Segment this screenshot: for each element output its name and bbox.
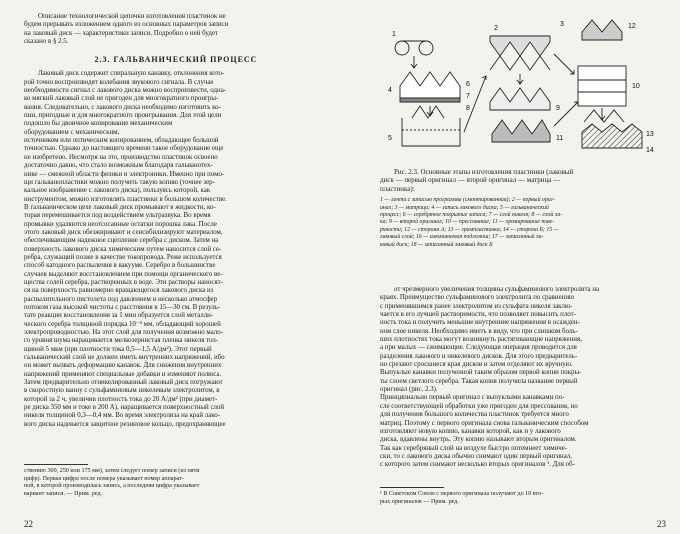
label-9: 9 <box>556 105 560 112</box>
process-figure <box>382 6 672 164</box>
label-8: 8 <box>466 105 470 112</box>
label-11: 11 <box>556 135 564 142</box>
second-original <box>490 88 550 110</box>
page-number-right: 23 <box>657 519 666 529</box>
body-text: Лаковый диск содержит спиральную канавку, отклонения кото- рой точно воспроизводят колебания звукового сигнала. В случае необходимости сигнал с лакового диска можно воспроизвести, одна- ко мягкий лаковый слой не пригоден для многократного проигры- вания. Следовательно, с лакового диска необходимо изготовить ко- пии, пригодные и для многократного проигрывания. Для этой цели подошло бы двоичное копирование механическим оборудованием с механическим, источником или оптическим копированием, обладающее большой точностью. Однако до настоящего времени такое оборудование еще не изобретено. Несмотря на это, производство пластинок освоено достаточно давно, что стало возможным благодаря гальванотех- нике — смежной области физики и электроники. Именно при помо- щи гальванопластики можно получить такую копию (точнее зер- кальное изображение с лакового диска), пользуясь которой, как инструментом, можно изготовлять пластинки в большом количестве. В гальваническом цехе лаковый диск промывают в жидкости, ко- торая перемешивается под воздействием ультразвука. Во время промывки удаляются неотсосанные остатки порошка лака. После этого лаковый диск обезжиривают и сенсибилизируют материалом, обеспечивающим надежное сцепление серебра с диском. Затем на поверхность лакового диска химическим путем наносится слой се- ребра, служащий позже в качестве токопровода. Реже используется способ катодного распыления в вакууме. Серебро в большинстве случаев выделяют восстановлением при помощи органического ве- щества солей серебра, растворенных в воде. Эти растворы наносят- ся на поверхность равномерно вращающегося лакового диска из распылительного пистолета под давлением и несколько атмосфер потоком газа высокой чистоты с расстояния в 15—30 см. В резуль- тате реакции восстановления за 1 мин образуется слой металли- ческого серебра толщиной порядка 10⁻⁴ мм, обладающий хорошей электропроводностью. На этот слой для получения возможно мало- го уровня шума наращивается мелкозернистая пленка никеля тол- щиной 5 мкм (при плотности тока 0,5—1,5 А/дм²). Этот первый гальванический слой не должен иметь внутренних напряжений, ибо он может вызвать деформацию канавок. Для снижения внутренних напряжений применяют специальные добавки и изменяют полюса. Затем предварительно отникелированный лаковый диск погружают в скоростную ванну с сульфаминовым никелевым электролитом, в которой за 2 ч, увеличив плотность тока до 20 А/дм² (при диамет- ре диска 350 мм и токе в 200 А), наращивается поверхностный слой никеля толщиной 0,3—0,4 мм. Во время электролиза на край лако- вого диска надевается защитное резиновое кольцо, предохраняющее <box>24 70 227 428</box>
intro-paragraph: Описание технологической цепочки изготовления пластинок не будем прерывать изложением одного из основных параметров записи на лаковый диск — характеристики записи. Подробно о ней будет сказано в § 2.5. <box>24 13 229 46</box>
tape-reel-right <box>419 41 433 55</box>
label-13: 13 <box>646 131 654 138</box>
tape-reel-left <box>395 41 409 55</box>
record <box>582 124 642 148</box>
label-2: 2 <box>494 25 498 32</box>
label-5: 5 <box>388 135 392 142</box>
label-12: 12 <box>628 23 636 30</box>
label-1: 1 <box>392 31 396 38</box>
first-original <box>490 36 550 56</box>
figure-legend: 1 — лента с записью программы (смонтированная); 2 — первый ориг- инал; 3 — матрица; 4 — запись лакового диска; 5 — гальванический процесс; 6 — серебряное покрытие записи; 7 — слой никеля; 8 — слой ла- ка; 9 — второй оригинал; 10 — прессование; 11 — хромирование пове- рхности; 12 — сторона А; 13 — грампластинка; 14 — сторона Б; 15 — лаковый слой; 16 — алюминиевая подложка; 17 — записанный ла- ковый диск; 18 — записанный лаковый диск Б <box>380 197 563 248</box>
footnote-divider <box>24 464 88 465</box>
label-10: 10 <box>632 83 640 90</box>
label-14: 14 <box>646 147 654 154</box>
right-page <box>342 0 680 534</box>
label-7: 7 <box>466 93 470 100</box>
figure-caption: Рис. 2.3. Основные этапы изготовления пластинки (лаковый диск — первый оригинал — второй оригинал — матрица — пластинка): <box>380 168 574 193</box>
label-6: 6 <box>466 81 470 88</box>
section-title: 2.3. ГАЛЬВАНИЧЕСКИЙ ПРОЦЕСС <box>94 55 258 65</box>
press-block <box>578 66 626 106</box>
footnote-right: ¹ В Советском Союзе с первого оригинала получают до 10 вто- рых оригиналов — Прим. ред. <box>380 491 544 505</box>
footnote-divider-right <box>380 487 444 488</box>
body-text-right: от чрезмерного увеличения толщины сульфаминового электролита на краях. Преимущество сульфаминового электролита по сравнению с применявшимся ранее электролитом из сульфата никеля заклю- чается в его лучшей растворимости, что позволяет повысить плот- ность тока и получить меньшие внутренние напряжения в осажден- ном слое никеля. Необходимо иметь в виду, что при слишком боль- ших плотностях тока могут возникнуть растягивающие напряжения, а при малых — сжимающие. Следующая операция проводится для разделения лакового и никелевого дисков. Для этого предваритель- но срезают сросшиеся края дисков и затем отделяют их вручную. Выпуклые канавки полученной таким образом первой копии покры- ты слоем светлого серебра. Такая копия получила название первый оригинал (рис. 2.3). Принципиально первый оригинал с выпуклыми канавками по- сле соответствующей обработки уже пригоден для прессования, но для получения большого количества пластинок требуется много матриц. Поэтому с первого оригинала снова гальваническим способом изготовляют новую копию, канавки которой, как и у лакового диска, вдавлены внутрь. Эту копию называют вторым оригиналом. Так как серебряный слой на воздухе быстро потемнеет химиче- ски, то с лакового диска обычно снимают один первый оригинал, с которого затем снимают несколько вторых оригиналов ¹. Для об- <box>380 286 600 469</box>
footnote: ствению 300, 250 или 175 мм), затем следует номер записи (из пяти цифр). Первая цифра после номера указывает номер аппарат- ной, в которой производилась запись, а последняя цифра указывает вариант записи. — Прим. ред. <box>24 468 200 497</box>
lacquer-disk <box>400 72 460 98</box>
label-3: 3 <box>560 21 564 28</box>
page-number: 22 <box>24 519 33 529</box>
galvanic-tank <box>402 118 460 146</box>
label-4: 4 <box>388 87 392 94</box>
